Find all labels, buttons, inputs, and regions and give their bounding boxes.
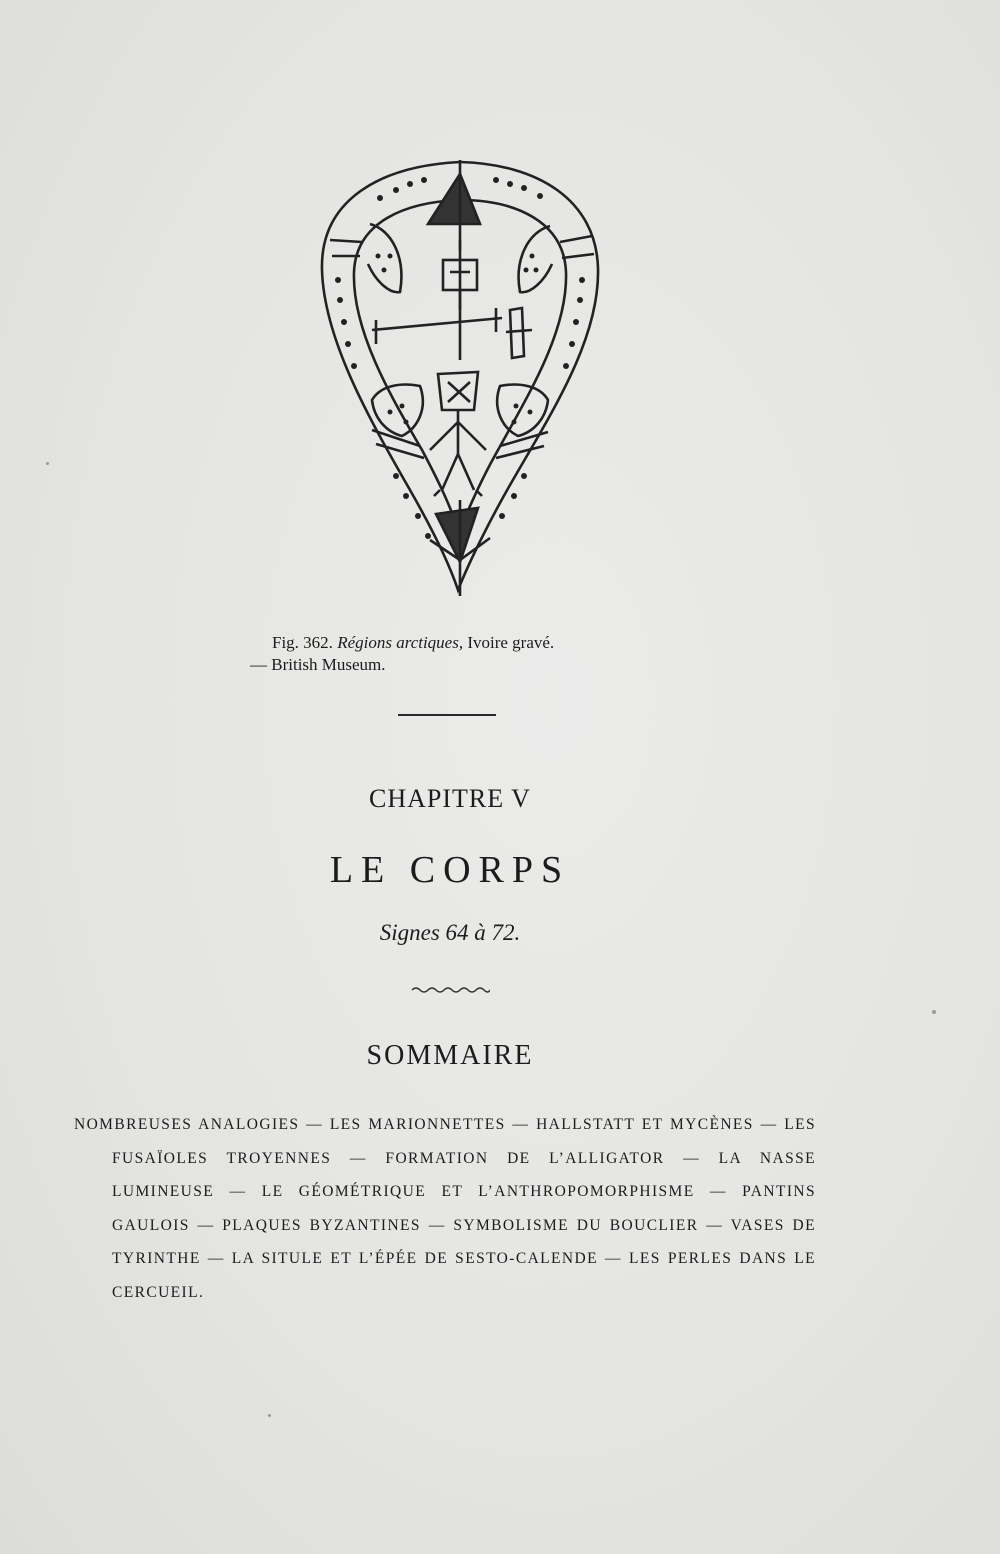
caption-material: Ivoire gravé. xyxy=(467,633,555,652)
chapter-number: CHAPITRE V xyxy=(369,784,531,813)
paper-speck xyxy=(932,1010,936,1014)
wavy-divider xyxy=(410,984,490,994)
chapter-title: LE CORPS xyxy=(329,849,571,891)
summary-text: NOMBREUSES ANALOGIES — LES MARIONNETTES — HALLSTATT ET MYCÈNES — LES FUSAÏOLES TROYENNES — FORMATION DE L’ALLIGATOR — LA NASSE LUMINEUSE — LE GÉOMÉTRIQUE ET L’ANTHROPOMORPHISME — PANTINS GAULOIS — PLAQUES BYZANTINES — SYMBOLISME DU BOUCLIER — VASES DE TYRINTHE — LA SITULE ET L’ÉPÉE DE SESTO-CALENDE — LES PERLES DANS LE CERCUEIL. xyxy=(74,1116,816,1301)
section-divider xyxy=(398,714,496,716)
caption-source: — British Museum. xyxy=(250,655,386,674)
caption-prefix: Fig. 362. xyxy=(272,633,333,652)
chapter-subtitle: Signes 64 à 72. xyxy=(379,920,521,945)
paper-speck xyxy=(268,1414,271,1417)
paper-speck xyxy=(46,462,49,465)
caption-region: Régions arctiques, xyxy=(337,633,464,652)
engraved-ivory-shield-icon xyxy=(310,160,610,600)
summary-heading: SOMMAIRE xyxy=(366,1040,534,1071)
figure-caption xyxy=(250,632,690,676)
